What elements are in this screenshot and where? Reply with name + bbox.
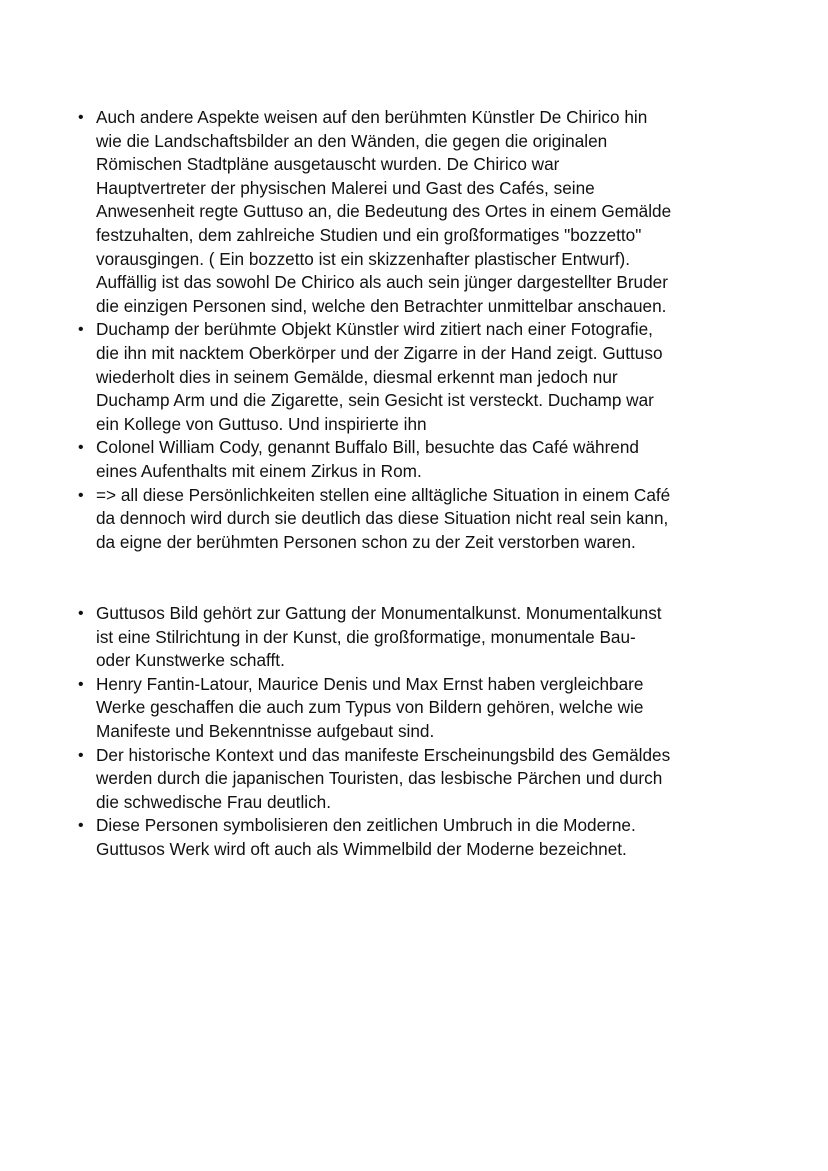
text-line: oder Kunstwerke schafft. [96,650,285,671]
bullet-list-monumental-art [72,602,762,862]
bullet-icon: • [78,675,84,693]
text-line: => all diese Persönlichkeiten stellen eine alltägliche Situation in einem Café [96,484,671,505]
bullet-icon: • [78,109,84,126]
text-line: festzuhalten, dem zahlreiche Studien und ein großformatiges "bozzetto" [96,224,642,245]
bullet-item [72,436,762,483]
bullet-icon: • [78,439,84,457]
text-line: Guttusos Bild gehört zur Gattung der Monumentalkunst. Monumentalkunst [96,603,662,623]
text-line: Guttusos Werk wird oft auch als Wimmelbild der Moderne bezeichnet. [96,838,627,859]
bullet-icon: • [78,817,84,835]
text-line: da eigne der berühmten Personen schon zu der Zeit verstorben waren. [96,531,636,552]
text-line: Duchamp Arm und die Zigarette, sein Gesicht ist versteckt. Duchamp war [96,390,654,411]
text-line: Henry Fantin-Latour, Maurice Denis und Max Ernst haben vergleichbare [96,673,644,694]
text-line: da dennoch wird durch sie deutlich das diese Situation nicht real sein kann, [96,508,669,529]
bullet-item [72,814,762,861]
bullet-item [72,744,762,815]
text-line: Anwesenheit regte Guttuso an, die Bedeutung des Ortes in einem Gemälde [96,201,672,222]
text-line: wie die Landschaftsbilder an den Wänden, die gegen die originalen [96,130,608,151]
text-line: Auch andere Aspekte weisen auf den berühmten Künstler De Chirico hin [96,107,648,127]
text-line: die ihn mit nacktem Oberkörper und der Zigarre in der Hand zeigt. Guttuso [96,342,663,363]
text-line: Hauptvertreter der physischen Malerei und Gast des Cafés, seine [96,177,595,198]
bullet-icon: • [78,486,84,504]
bullet-item [72,602,762,673]
text-line: Werke geschaffen die auch zum Typus von Bildern gehören, welche wie [96,697,644,718]
text-line: Auffällig ist das sowohl De Chirico als auch sein jünger dargestellter Bruder [96,272,668,293]
text-line: eines Aufenthalts mit einem Zirkus in Rom. [96,460,422,481]
text-line: ein Kollege von Guttuso. Und inspirierte ihn [96,413,427,434]
text-line: werden durch die japanischen Touristen, das lesbische Pärchen und durch [96,768,663,789]
text-line: ist eine Stilrichtung in der Kunst, die großformatige, monumentale Bau- [96,626,636,647]
text-line: Diese Personen symbolisieren den zeitlichen Umbruch in die Moderne. [96,815,636,836]
bullet-item [72,106,762,318]
bullet-item [72,484,762,555]
bullet-icon: • [78,746,84,764]
text-line: die einzigen Personen sind, welche den Betrachter unmittelbar anschauen. [96,295,667,316]
text-line: Duchamp der berühmte Objekt Künstler wird zitiert nach einer Fotografie, [96,319,653,340]
bullet-list-personalities [72,106,762,554]
text-line: Der historische Kontext und das manifeste Erscheinungsbild des Gemäldes [96,744,671,765]
bullet-icon: • [78,321,84,339]
text-line: die schwedische Frau deutlich. [96,791,332,812]
text-line: Manifeste und Bekenntnisse aufgebaut sind. [96,720,435,741]
bullet-icon: • [78,605,84,622]
text-line: Römischen Stadtpläne ausgetauscht wurden. De Chirico war [96,154,560,175]
text-line: Colonel William Cody, genannt Buffalo Bill, besuchte das Café während [96,437,639,458]
text-line: wiederholt dies in seinem Gemälde, diesmal erkennt man jedoch nur [96,366,618,387]
text-line: vorausgingen. ( Ein bozzetto ist ein skizzenhafter plastischer Entwurf). [96,248,631,269]
bullet-item [72,673,762,744]
bullet-item [72,318,762,436]
